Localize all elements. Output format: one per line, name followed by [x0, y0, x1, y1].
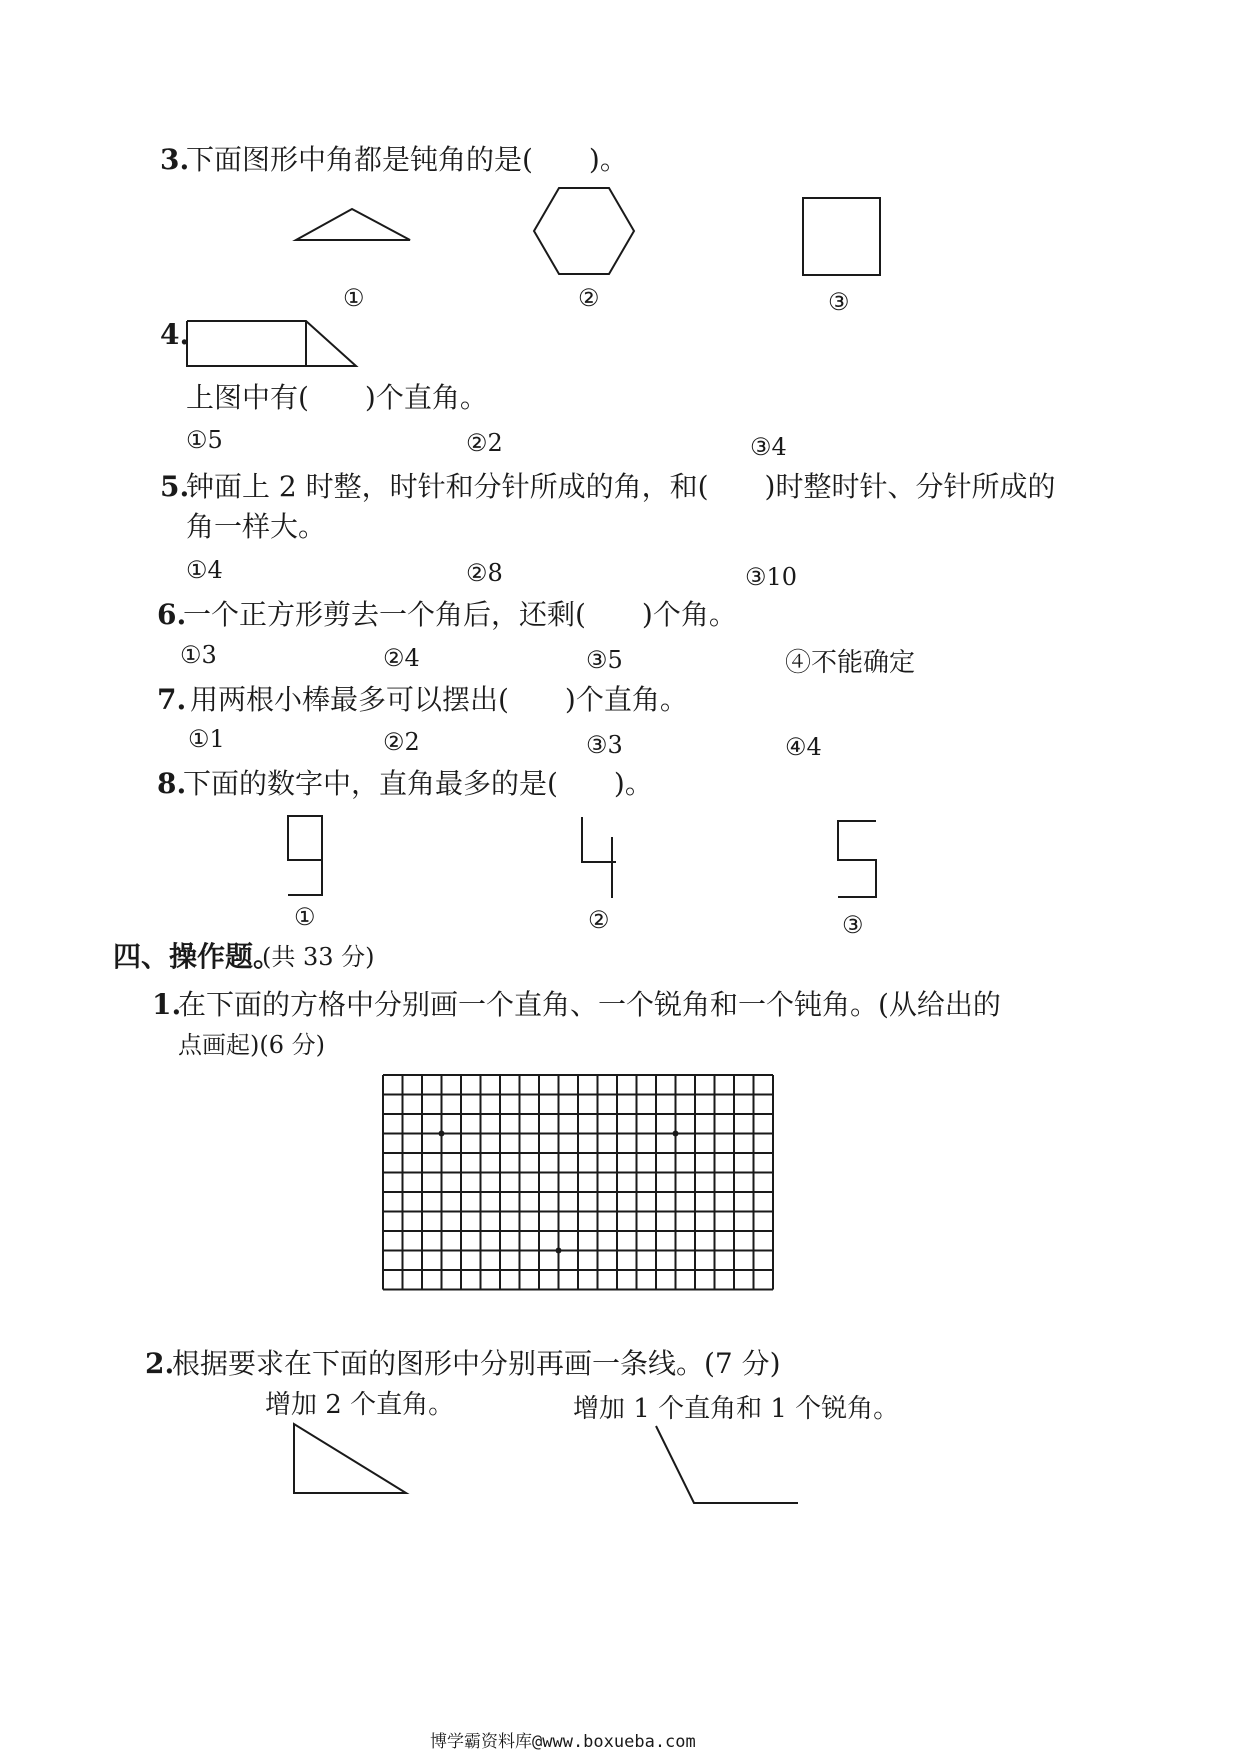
q7-stem: 用两根小棒最多可以摆出( )个直角。 [190, 683, 688, 716]
footer-watermark: 博学霸资料库@www.boxueba.com [430, 1732, 696, 1752]
digit-nine-figure [280, 810, 330, 900]
grid-start-point [439, 1131, 445, 1137]
q6-number: 6. [157, 598, 187, 631]
square-figure [800, 195, 885, 280]
q4-option-2: ②2 [466, 429, 503, 457]
q3-label-2: ② [578, 284, 600, 312]
square-grid[interactable] [380, 1072, 775, 1292]
q3-label-3: ③ [828, 288, 850, 316]
digit-four-figure [570, 812, 625, 902]
op2-number: 2. [145, 1347, 175, 1380]
q5-option-3: ③10 [745, 563, 798, 591]
angle-figure[interactable] [652, 1420, 807, 1510]
grid-start-point [673, 1131, 679, 1137]
q5-line2: 角一样大。 [186, 510, 327, 543]
grid-start-point [556, 1248, 562, 1254]
q7-option-3: ③3 [586, 731, 623, 759]
op1-line2: 点画起)(6 分) [178, 1031, 325, 1059]
q4-option-3: ③4 [750, 433, 787, 461]
rectangle-with-triangle-figure [184, 318, 364, 370]
q7-option-2: ②2 [383, 728, 420, 756]
q5-option-2: ②8 [466, 559, 503, 587]
q4-option-1: ①5 [186, 426, 223, 454]
q7-option-4: ④4 [785, 733, 822, 761]
q7-option-1: ①1 [188, 725, 225, 753]
q6-option-1: ①3 [180, 641, 217, 669]
obtuse-triangle-figure [290, 205, 420, 245]
op2-stem: 根据要求在下面的图形中分别再画一条线。(7 分) [172, 1347, 781, 1380]
op2-caption-left: 增加 2 个直角。 [265, 1390, 455, 1420]
q6-option-2: ②4 [383, 644, 420, 672]
q5-line1: 钟面上 2 时整，时针和分针所成的角，和( )时整时针、分针所成的 [186, 470, 1056, 503]
op2-caption-right: 增加 1 个直角和 1 个锐角。 [573, 1394, 900, 1424]
digit-five-figure [830, 815, 885, 905]
q8-label-3: ③ [842, 911, 864, 939]
q8-label-2: ② [588, 906, 610, 934]
q5-number: 5. [160, 470, 190, 503]
q3-label-1: ① [343, 284, 365, 312]
hexagon-figure [530, 185, 640, 280]
op1-number: 1. [152, 988, 182, 1021]
q4-number: 4. [160, 318, 190, 351]
q6-option-4: ④不能确定 [785, 648, 916, 678]
q6-option-3: ③5 [586, 646, 623, 674]
section4-score: (共 33 分) [262, 943, 375, 971]
q8-label-1: ① [294, 903, 316, 931]
q5-option-1: ①4 [186, 556, 223, 584]
q6-stem: 一个正方形剪去一个角后，还剩( )个角。 [183, 598, 737, 631]
q8-stem: 下面的数字中，直角最多的是( )。 [183, 767, 653, 800]
q7-number: 7. [157, 683, 187, 716]
q4-stem: 上图中有( )个直角。 [186, 381, 488, 414]
section4-title: 四、操作题。 [113, 940, 282, 973]
right-triangle-figure[interactable] [290, 1420, 415, 1500]
q3-number: 3. [160, 143, 190, 176]
op1-line1: 在下面的方格中分别画一个直角、一个锐角和一个钝角。(从给出的 [178, 988, 1001, 1021]
q8-number: 8. [157, 767, 187, 800]
q3-stem: 下面图形中角都是钝角的是( )。 [186, 143, 628, 176]
